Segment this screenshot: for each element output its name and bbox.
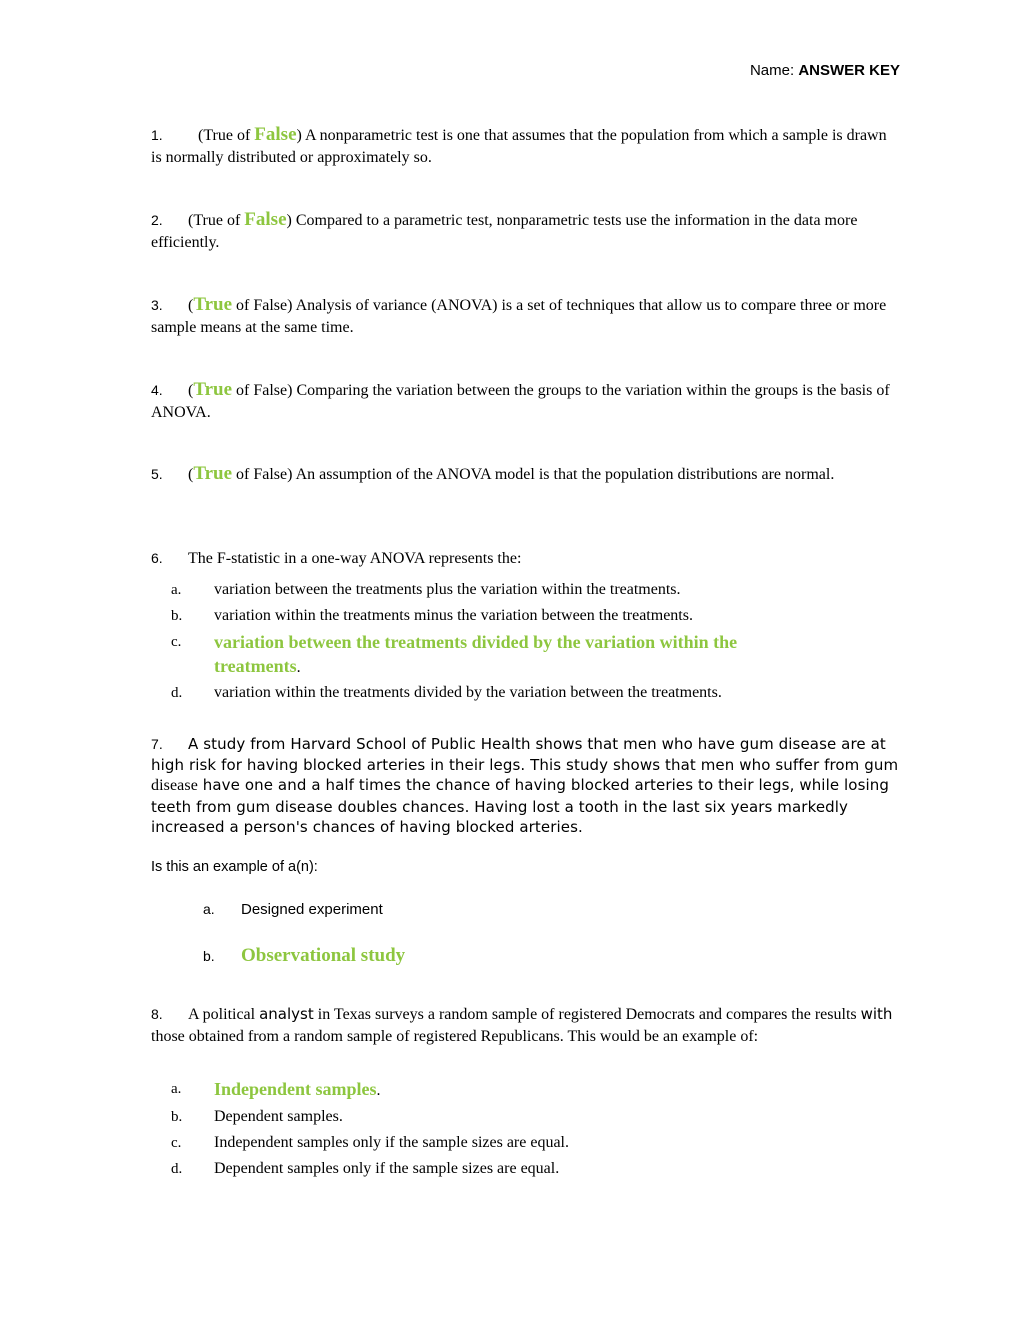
question-3: 3. (True of False) Analysis of variance (ANOVA) is a set of techniques that allow us to compare three or more sample means at the same time. bbox=[151, 294, 887, 336]
option-7b: b. Observational study bbox=[203, 945, 406, 966]
option-8c: c. Independent samples only if the sample sizes are equal. bbox=[171, 1134, 569, 1151]
option-8d: d. Dependent samples only if the sample sizes are equal. bbox=[171, 1160, 560, 1177]
question-number: 7. bbox=[151, 736, 163, 752]
question-number: 1. bbox=[151, 127, 163, 143]
question-number: 8. bbox=[151, 1006, 163, 1022]
question-number: 3. bbox=[151, 297, 163, 313]
option-8a: a. Independent samples. bbox=[171, 1079, 381, 1099]
answer-highlight: False bbox=[254, 124, 297, 145]
question-number: 2. bbox=[151, 212, 163, 228]
question-5: 5. (True of False) An assumption of the ANOVA model is that the population distributions are normal. bbox=[151, 463, 835, 484]
question-2: 2. (True of False) Compared to a parametric test, nonparametric tests use the information in the data more efficiently. bbox=[151, 209, 858, 251]
question-1: 1. (True of False) A nonparametric test is one that assumes that the population from which a sample is drawn is normally distributed or approximately so. bbox=[151, 124, 887, 166]
question-number: 5. bbox=[151, 466, 163, 482]
question-number: 6. bbox=[151, 550, 163, 566]
question-6: 6. The F-statistic in a one-way ANOVA represents the: bbox=[151, 547, 896, 570]
name-header bbox=[750, 62, 900, 79]
option-7a: a. Designed experiment bbox=[203, 901, 383, 918]
answer-highlight: False bbox=[244, 209, 287, 230]
name-label: Name: bbox=[749, 62, 799, 79]
answer-highlight: True bbox=[193, 294, 233, 315]
question-8: 8. A political analyst in Texas surveys a random sample of registered Democrats and compares the results with those obtained from a random sample of registered Republicans. This would be an example of: bbox=[151, 1005, 893, 1045]
question-7: 7. A study from Harvard School of Public Health shows that men who have gum disease are at high risk for having blocked arteries in their legs. This study shows that men who suffer from gum disease have one and a half times the chance of having blocked arteries to their legs, while losing teeth from gum disease doubles chances. Having lost a tooth in the last six years markedly increased a person's chances of having blocked arteries. bbox=[151, 735, 899, 836]
question-7-prompt: Is this an example of a(n): bbox=[151, 859, 318, 875]
answer-highlight: Independent samples bbox=[214, 1079, 377, 1099]
option-6a: a. variation between the treatments plus the variation within the treatments. bbox=[171, 581, 681, 598]
answer-highlight: True bbox=[193, 379, 233, 400]
answer-highlight: True bbox=[193, 463, 233, 484]
option-8b: b. Dependent samples. bbox=[171, 1108, 343, 1125]
answer-highlight: Observational study bbox=[241, 945, 406, 966]
option-6c: c. variation between the treatments divided by the variation within the treatments. bbox=[171, 632, 738, 676]
question-number: 4. bbox=[151, 382, 163, 398]
question-4: 4. (True of False) Comparing the variation between the groups to the variation within the groups is the basis of ANOVA. bbox=[151, 379, 890, 421]
name-value: ANSWER KEY bbox=[798, 62, 900, 79]
option-6d: d. variation within the treatments divided by the variation between the treatments. bbox=[171, 684, 722, 701]
option-6b: b. variation within the treatments minus the variation between the treatments. bbox=[171, 607, 693, 624]
answer-highlight: variation between the treatments divided by the variation within the treatments bbox=[214, 632, 738, 676]
